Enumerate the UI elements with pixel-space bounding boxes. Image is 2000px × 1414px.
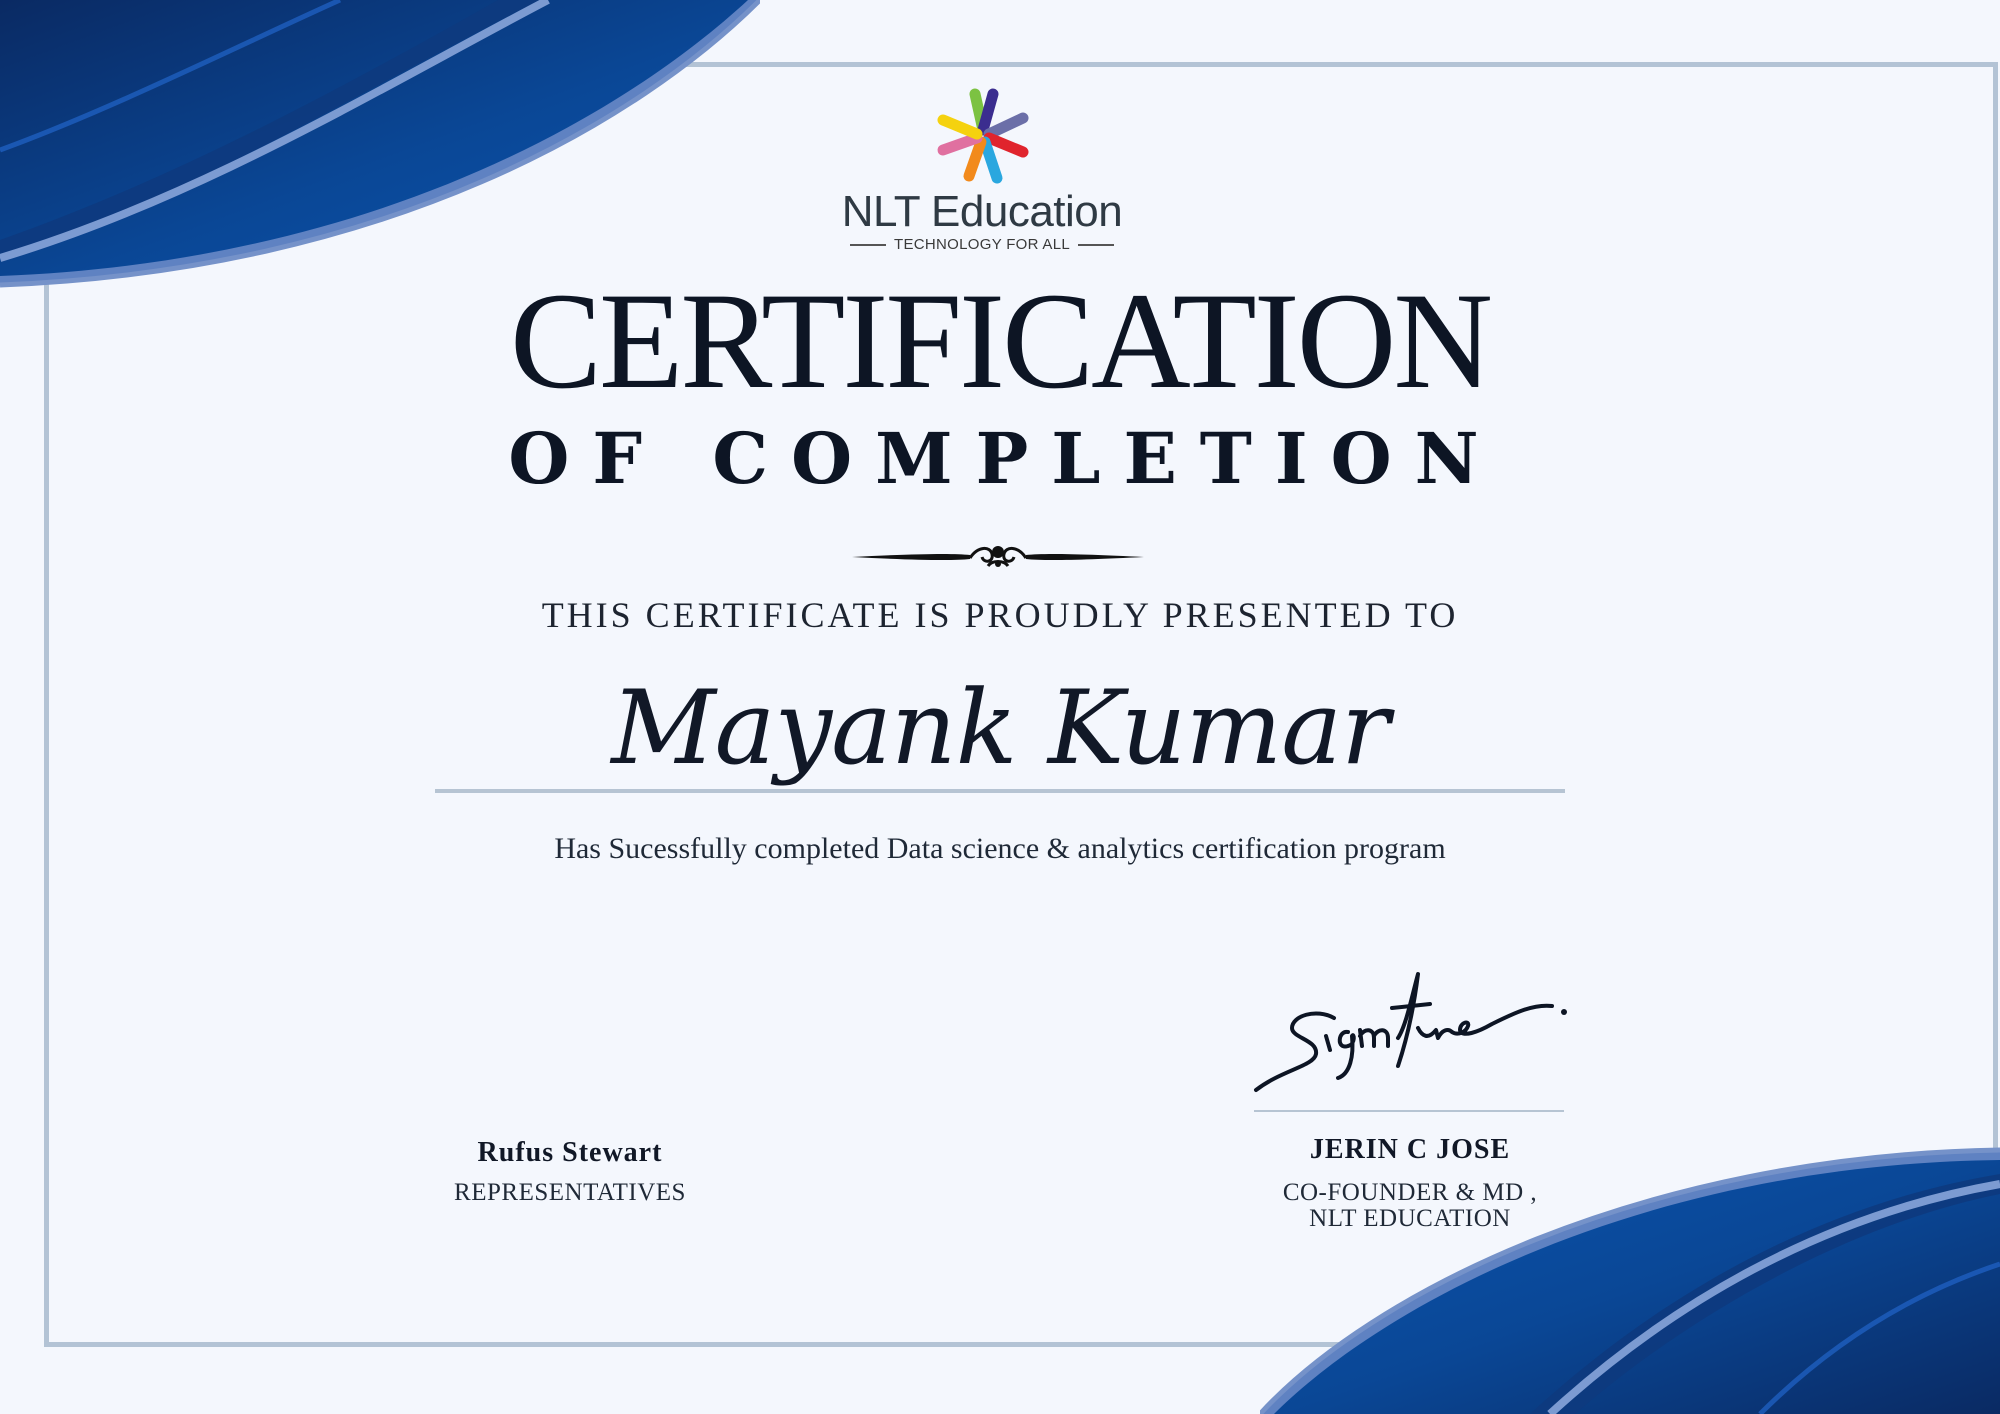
starburst-logo-icon [933,86,1033,186]
handwritten-signature [1252,966,1570,1096]
logo-wordmark: NLT Education [841,187,1123,236]
signatory-name-right: JERIN C JOSE [1309,1134,1511,1165]
signatory-role-left: REPRESENTATIVES [454,1179,686,1206]
certificate-title: CERTIFICATION [509,264,1491,417]
signatory-role-right-line1: CO-FOUNDER & MD , [1282,1179,1538,1206]
tagline-divider-right [1078,244,1114,246]
logo-tagline: TECHNOLOGY FOR ALL [893,236,1070,253]
completion-description: Has Sucessfully completed Data science & analytics certification program [554,832,1446,865]
recipient-name: Mayank Kumar [611,669,1389,788]
presented-to-text: THIS CERTIFICATE IS PROUDLY PRESENTED TO [541,595,1459,635]
ornamental-divider-icon [852,540,1144,574]
signature-line [1254,1110,1564,1112]
tagline-divider-left [850,244,886,246]
signatory-role-right-line2: NLT EDUCATION [1309,1204,1511,1232]
signatory-role-right [1220,1180,1600,1231]
logo-tagline-row [837,236,1127,253]
certificate-subtitle: OF COMPLETION [508,417,1502,500]
corner-decoration-top-left [0,0,760,290]
signatory-name-left: Rufus Stewart [477,1137,663,1168]
recipient-name-underline [435,789,1565,793]
organization-logo [837,86,1127,254]
